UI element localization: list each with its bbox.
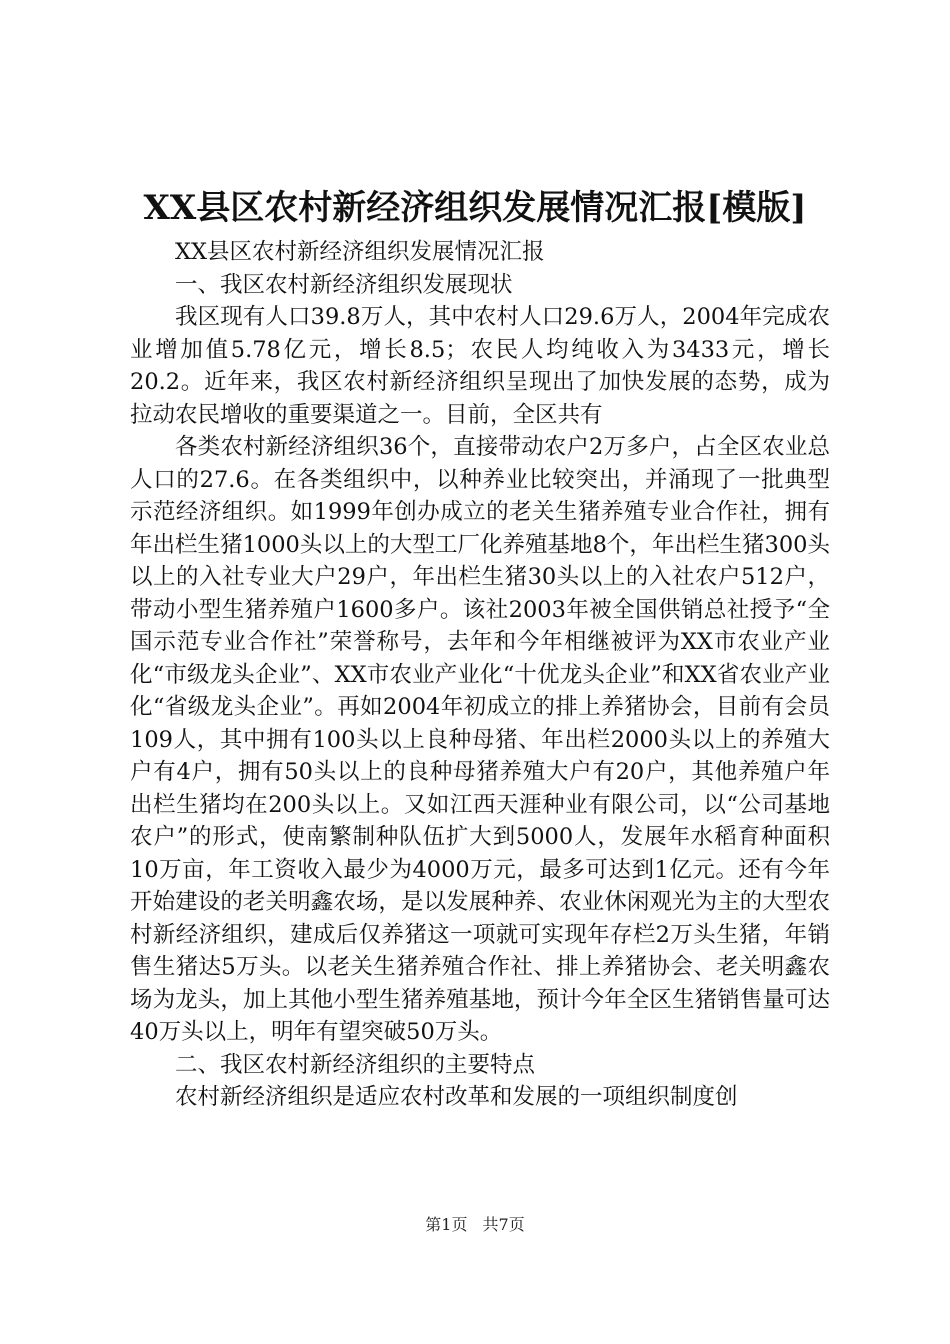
page-footer	[0, 1213, 950, 1237]
body-paragraph-1: 我区现有人口39.8万人，其中农村人口29.6万人，2004年完成农业增加值5.78亿元，增长8.5；农民人均纯收入为3433元，增长20.2。近年来，我区农村新经济组织呈现出了加快发展的态势，成为拉动农民增收的重要渠道之一。目前，全区共有	[130, 304, 830, 428]
section-heading-1: 一、我区农村新经济组织发展现状	[175, 271, 513, 298]
page-number: 第1页	[425, 1215, 468, 1234]
page-total: 共7页	[482, 1215, 525, 1234]
body-subtitle: XX县区农村新经济组织发展情况汇报	[175, 239, 545, 265]
section-heading-2: 二、我区农村新经济组织的主要特点	[175, 1051, 536, 1078]
body-paragraph-3: 农村新经济组织是适应农村改革和发展的一项组织制度创	[175, 1084, 738, 1110]
document-body	[130, 236, 830, 1114]
body-paragraph-2: 各类农村新经济组织36个，直接带动农户2万多户，占全区农业总人口的27.6。在各类组织中，以种养业比较突出，并涌现了一批典型示范经济组织。如1999年创办成立的老关生猪养殖专业合作社，拥有年出栏生猪1000头以上的大型工厂化养殖基地8个，年出栏生猪300头以上的入社专业大户29户，年出栏生猪30头以上的入社农户512户，带动小型生猪养殖户1600多户。该社2003年被全国供销总社授予“全国示范专业合作社”荣誉称号，去年和今年相继被评为XX市农业产业化“市级龙头企业”、XX市农业产业化“十优龙头企业”和XX省农业产业化“省级龙头企业”。再如2004年初成立的排上养猪协会，目前有会员109人，其中拥有100头以上良种母猪、年出栏2000头以上的养殖大户有4户，拥有50头以上的良种母猪养殖大户有20户，其他养殖户年出栏生猪均在200头以上。又如江西天涯种业有限公司，以“公司基地农户”的形式，使南繁制种队伍扩大到5000人，发展年水稻育种面积10万亩，年工资收入最少为4000万元，最多可达到1亿元。还有今年开始建设的老关明鑫农场，是以发展种养、农业休闲观光为主的大型农村新经济组织，建成后仅养猪这一项就可实现年存栏2万头生猪，年销售生猪达5万头。以老关生猪养殖合作社、排上养猪协会、老关明鑫农场为龙头，加上其他小型生猪养殖基地，预计今年全区生猪销售量可达40万头以上，明年有望突破50万头。	[130, 434, 830, 1045]
document-title: XX县区农村新经济组织发展情况汇报[模版]	[143, 188, 807, 228]
